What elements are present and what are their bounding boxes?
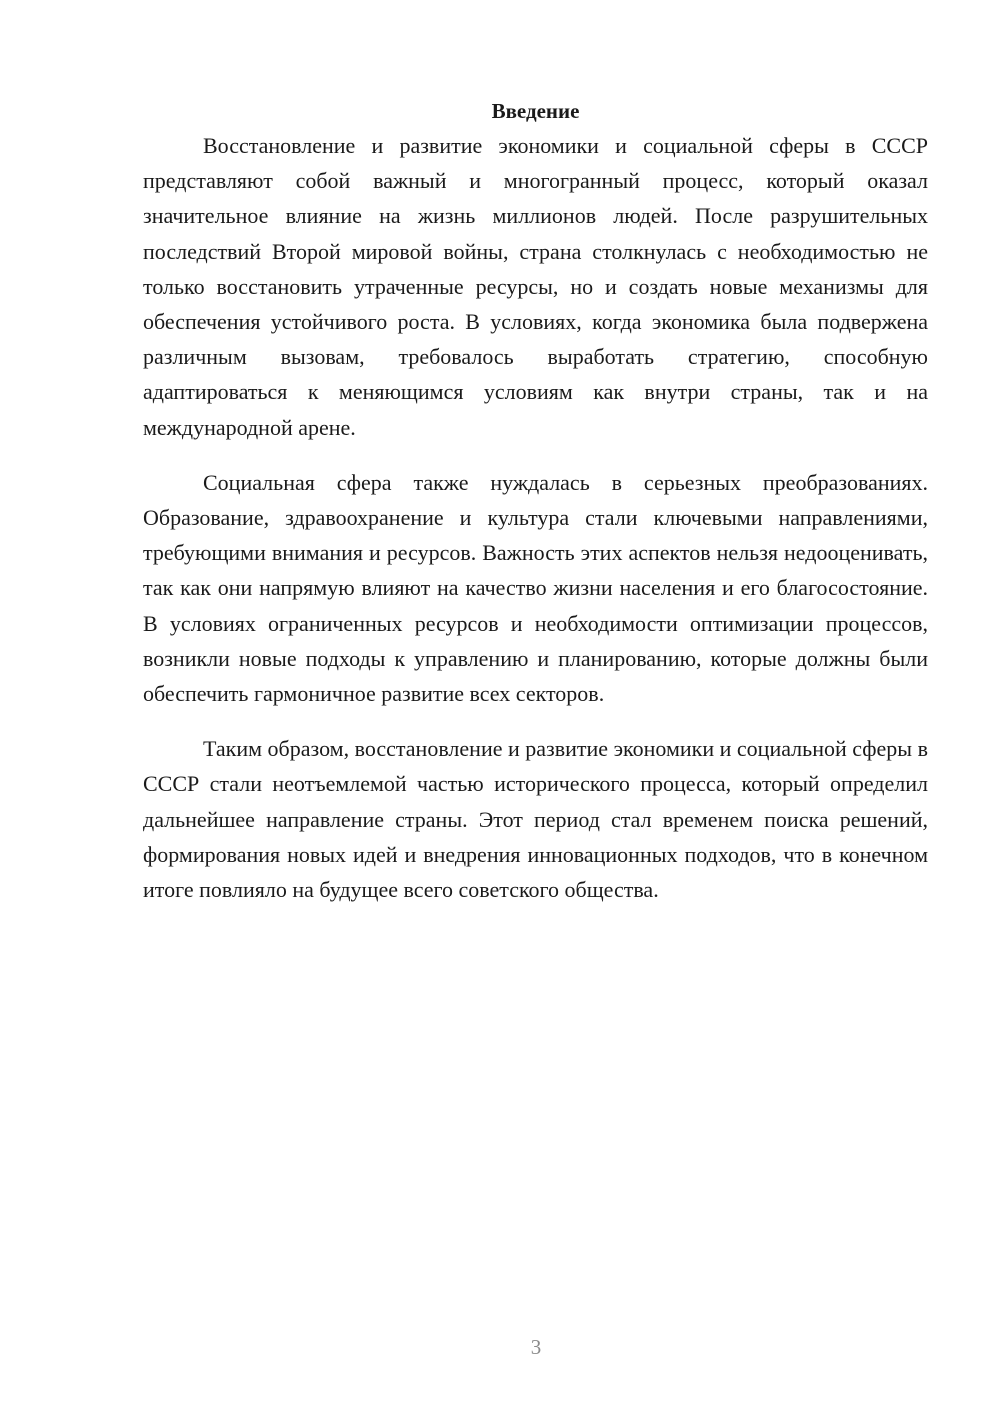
page-number: 3 (530, 1335, 542, 1359)
paragraph-3: Таким образом, восстановление и развитие экономики и социальной сферы в СССР стали неотъемлемой частью исторического процесса, который определил дальнейшее направление страны. Этот период стал временем поиска решений, формирования новых идей и внедрения инновационных подходов, что в конечном итоге повлияло на будущее всего советского общества. (143, 736, 928, 903)
section-heading: Введение (491, 99, 580, 123)
page-content (143, 96, 928, 927)
paragraph-2: Социальная сфера также нуждалась в серьезных преобразованиях. Образование, здравоохранение и культура стали ключевыми направлениями, требующими внимания и ресурсов. Важность этих аспектов нельзя недооценивать, так как они напрямую влияют на качество жизни населения и его благосостояние. В условиях ограниченных ресурсов и необходимости оптимизации процессов, возникли новые подходы к управлению и планированию, которые должны были обеспечить гармоничное развитие всех секторов. (143, 469, 928, 707)
paragraph-1: Восстановление и развитие экономики и социальной сферы в СССР представляют собой важный и многогранный процесс, который оказал значительное влияние на жизнь миллионов людей. После разрушительных последствий Второй мировой войны, страна столкнулась с необходимостью не только восстановить утраченные ресурсы, но и создать новые механизмы для обеспечения устойчивого роста. В условиях, когда экономика была подвержена различным вызовам, требовалось выработать стратегию, способную адаптироваться к меняющимся условиям как внутри страны, так и на международной арене. (143, 133, 928, 440)
